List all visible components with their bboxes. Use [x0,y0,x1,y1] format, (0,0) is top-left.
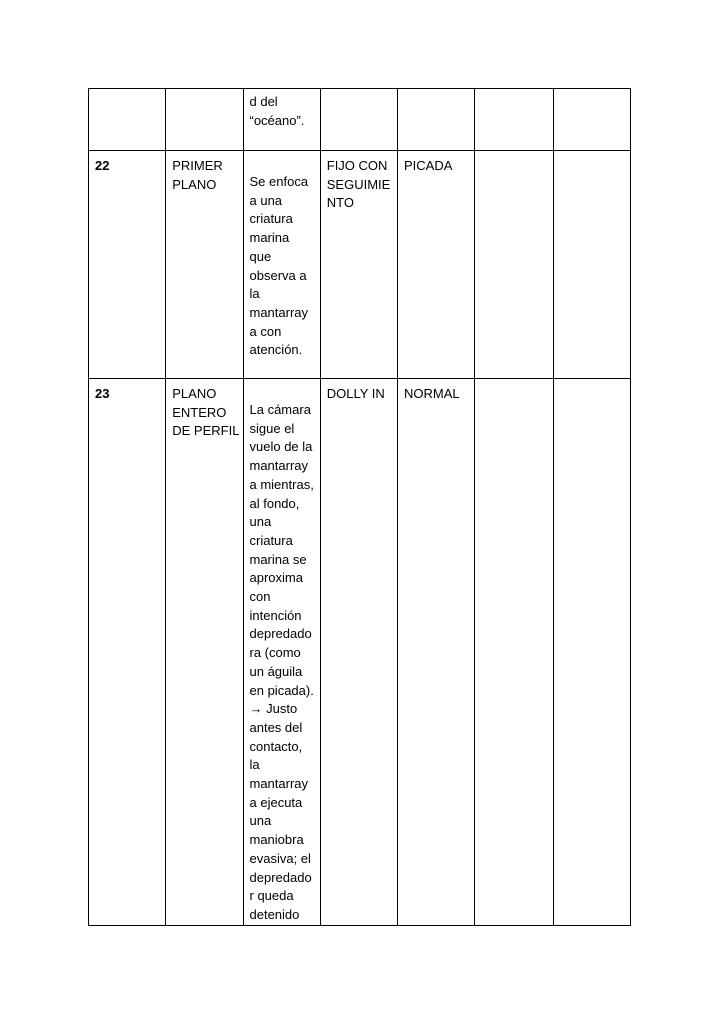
description-line: depredado [249,869,312,885]
description-line: a mientras, [249,476,314,492]
description-line: antes del [249,719,303,735]
description-line: ra (como [249,645,301,661]
description-line: una [249,514,272,530]
angle-text: PICADA [404,158,453,173]
cell-empty [475,151,553,379]
cell-number [89,379,166,926]
movement-line: DOLLY IN [326,386,385,401]
cell-angle [398,379,475,926]
table-row [89,379,631,926]
description-line: marina se [249,551,307,567]
description-line: Se enfoca [249,174,309,189]
cell-angle [398,89,475,151]
cell-empty [553,89,630,151]
description-line: → Justo [249,701,298,717]
description-line: depredado [249,626,312,642]
plane-line: PLANO [172,386,217,401]
description-line: maniobra [249,832,304,848]
description-line: r queda [249,888,294,904]
cell-number [89,89,166,151]
description-line: a con [249,323,282,339]
description-line: con [249,589,271,605]
description-line: La cámara [249,402,311,417]
description-line: evasiva; el [249,850,311,866]
cell-description [243,151,320,379]
description-line: vuelo de la [249,439,313,455]
description-line: la [249,286,260,302]
cell-plane [166,379,243,926]
shot-number: 22 [95,158,110,173]
table-row [89,89,631,151]
description-line: marina [249,230,290,246]
description-line: criatura [249,532,293,548]
description-line: d del [249,94,278,109]
plane-line: PRIMER [172,158,223,173]
cell-movement [320,151,397,379]
cell-description [243,89,320,151]
table-row [89,151,631,379]
angle-text: NORMAL [404,386,460,401]
description-line: mantarray [249,304,309,320]
movement-line: FIJO CON [326,158,388,173]
description-line: aproxima [249,570,303,586]
description-line: atención. [249,342,303,358]
description-line: a ejecuta [249,794,303,810]
description-line: mantarray [249,458,309,474]
description-line: intención [249,607,302,623]
description-block [250,401,315,925]
description-block [250,173,315,360]
description-line: que [249,248,272,264]
description-line: criatura [249,211,293,227]
description-line: “océano”. [249,112,305,128]
cell-angle [398,151,475,379]
movement-line: SEGUIMIE [326,176,391,192]
shot-table [88,88,631,926]
plane-line: PLANO [172,176,217,192]
cell-plane [166,151,243,379]
plane-line: ENTERO [172,404,227,420]
description-line: una [249,813,272,829]
description-line: observa a [249,267,307,283]
description-line: en picada). [249,682,314,698]
cell-plane [166,89,243,151]
description-line: al fondo, [249,495,300,511]
description-line: un águila [249,663,303,679]
cell-description [243,379,320,926]
cell-movement [320,379,397,926]
cell-empty [553,151,630,379]
description-line: detenido [249,906,300,922]
description-line: a una [249,192,283,208]
description-line: mantarray [249,776,309,792]
cell-empty [553,379,630,926]
cell-movement [320,89,397,151]
plane-line: DE PERFIL [172,423,240,439]
movement-line: NTO [326,195,354,211]
description-line: sigue el [249,420,295,436]
cell-number [89,151,166,379]
cell-empty [475,89,553,151]
shot-number: 23 [95,386,110,401]
cell-empty [475,379,553,926]
description-line: la [249,757,260,773]
description-line: contacto, [249,738,303,754]
